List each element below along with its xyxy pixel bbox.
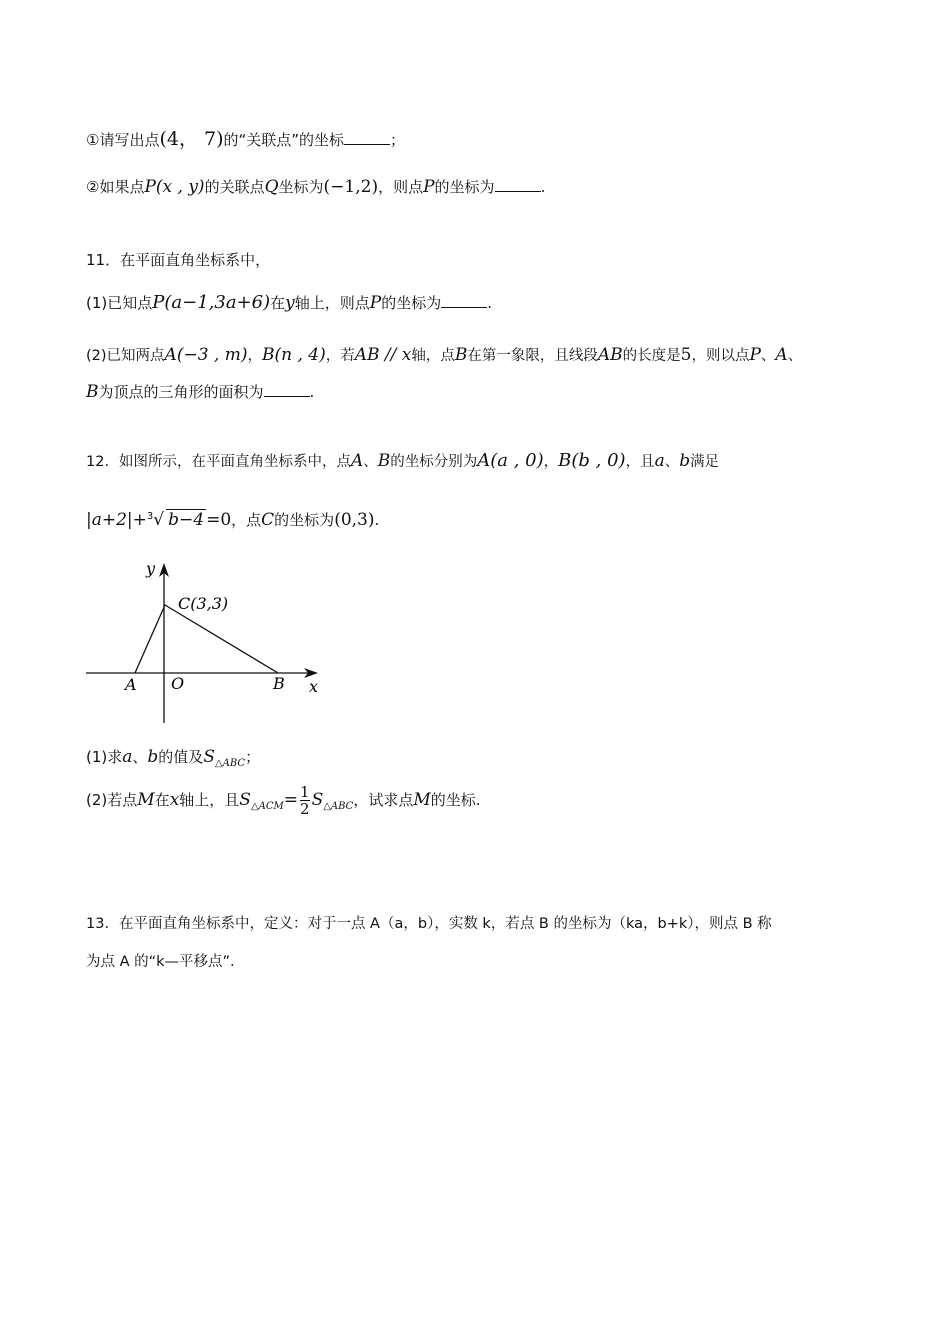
q12-t1: 12．如图所示，在平面直角坐标系中，点 [86,454,351,470]
fraction-numerator: 1 [300,783,310,801]
q10-part2-suffix: 的坐标为 [434,178,495,196]
q11-p2-t3: 在第一象限，且线段 [467,348,598,364]
q12-line2: |a+2|+$^3$√ b−4 =0，点C的坐标为(0,3). [86,510,380,530]
q10-part2-mid3: ，则点 [378,178,424,196]
q11-p2-a2: A [775,345,788,365]
q12-t2: 的坐标分别为 [390,454,478,470]
q11-p1-point: P(a−1,3a+6) [152,292,271,313]
q12-av: a [654,451,665,471]
point-a-label: A [125,675,137,694]
q11-p2-t1: ，若 [325,348,355,364]
q12-q2-label: (2)若点 [86,791,138,809]
q12-radicand: b−4 [168,510,205,530]
q11-p1-end: . [487,294,493,312]
q10-part1-prefix: ①请写出点 [86,131,160,149]
coordinate-figure [80,555,330,730]
q12-ccoord: (0,3) [334,510,375,530]
q12-q1-label: (1)求 [86,748,123,766]
q12-bv: b [679,451,691,471]
q11-p2-line2-text: 为顶点的三角形的面积为 [98,383,264,401]
q11-p2-t5: ，则以点 [691,348,750,364]
q11-p1-suffix: 的坐标为 [381,294,442,312]
q12-comma: ， [543,454,559,470]
q12-q2-x: x [169,790,180,810]
q11-p2-t4: 的长度是 [622,348,681,364]
q12-question1 [86,746,260,769]
q12-q2-eq: = [283,790,299,810]
q11-p2-sep2: 、 [787,348,803,364]
q10-part2-p: P [423,177,435,197]
q12-sep2: 、 [664,454,680,470]
q12-a: A [350,451,364,471]
fraction-one-half [300,784,310,817]
q12-sep: 、 [363,454,378,470]
q10-part2-point: P(x , y) [144,177,205,197]
q12-line1 [86,450,719,471]
q12-q2-t2: 轴上，且 [179,791,240,809]
q10-part2-qcoord: (−1,2) [323,177,379,197]
q11-p2-sep1: 、 [760,348,776,364]
q12-t6: 的坐标为 [274,511,335,529]
q12-q2-s2: S [311,790,324,810]
q12-q1-sep: 、 [132,748,148,766]
q12-c: C [261,510,275,530]
q11-p2-ab2: AB [597,345,623,365]
answer-blank[interactable] [495,177,541,192]
q12-q2-sub2: △ABC [323,801,354,812]
q12-q1-a: a [122,747,133,767]
q10-part2-end: . [540,178,546,196]
q12-q1-sub: △ABC [214,758,246,769]
triangle-abc [135,605,278,673]
answer-blank[interactable] [344,130,390,145]
q12-q2-m2: M [413,790,431,810]
q11-p2-ab: AB // x [354,345,412,365]
q12-q2-s1: S [239,790,251,810]
q11-p1-mid: 在 [270,294,286,312]
q11-part2 [86,344,802,365]
q12-q1-end: ； [245,748,261,766]
q12-t4: 满足 [690,454,720,470]
q12-t5: ，点 [231,511,262,529]
q10-part2 [86,176,545,197]
x-axis-label: x [309,677,319,696]
origin-label: O [171,674,185,693]
q11-p2-comma: ， [247,348,262,364]
q11-p2-end: . [309,383,315,401]
q11-part1 [86,292,492,313]
q12-q2-m: M [137,790,155,810]
q12-q2-t1: 在 [154,791,170,809]
q12-bcoord: B(b , 0) [558,450,626,471]
q11-title: 11．在平面直角坐标系中， [86,251,271,269]
q10-part1-point: (4， 7) [159,128,224,150]
q11-p2-a: A(−3 , m) [164,345,248,365]
q11-p1-y: y [285,293,295,313]
q12-b: B [377,451,391,471]
q10-part1 [86,124,405,151]
q11-p1-mid2: 轴上，则点 [294,294,370,312]
q12-q1-text: 的值及 [158,748,204,766]
q11-p2-bb: B [454,345,468,365]
q12-acoord: A(a , 0) [477,450,544,471]
q12-q2-sub1: △ACM [250,801,284,812]
q13-line1: 13．在平面直角坐标系中，定义：对于一点 A（a，b），实数 k，若点 B 的坐标为（ka，b+k），则点 B 称 [86,916,772,932]
point-b-label: B [273,674,285,693]
q12-q1-s: S [203,747,215,767]
q12-end: . [374,511,380,529]
q10-part1-end: ； [390,131,406,149]
q11-p1-p: P [369,293,382,313]
q11-p2-label: (2)已知两点 [86,348,165,364]
q10-part2-q: Q [264,177,279,197]
q12-q1-b: b [147,747,159,767]
q11-p2-line2-b: B [86,382,99,402]
y-axis-label: y [146,559,156,578]
q13-line2: 为点 A 的“k—平移点”. [86,954,235,970]
q11-p2-p: P [749,345,761,365]
point-c-label: C(3,3) [178,594,229,613]
q12-q2-t4: 的坐标. [430,791,481,809]
q11-p2-len: 5 [680,345,692,365]
q11-p2-t2: 轴，点 [411,348,455,364]
q12-q2-t3: ，试求点 [353,791,414,809]
q10-part2-prefix: ②如果点 [86,178,145,196]
q11-p2-b: B(n , 4) [261,345,326,365]
q12-t3: ，且 [625,454,655,470]
answer-blank[interactable] [264,382,310,397]
q10-part2-mid: 的关联点 [204,178,265,196]
q10-part1-suffix: 的“关联点”的坐标 [223,131,345,149]
q11-part2-line2 [86,381,314,402]
q12-eq-left: |a+2|+ [86,510,147,530]
fraction-denominator: 2 [300,800,310,818]
q10-part2-mid2: 坐标为 [278,178,324,196]
q12-eq-right: =0 [206,510,232,530]
q12-root-index: 3 [146,511,154,522]
q12-question2 [86,784,481,817]
q11-p1-label: (1)已知点 [86,294,153,312]
answer-blank[interactable] [441,293,487,308]
